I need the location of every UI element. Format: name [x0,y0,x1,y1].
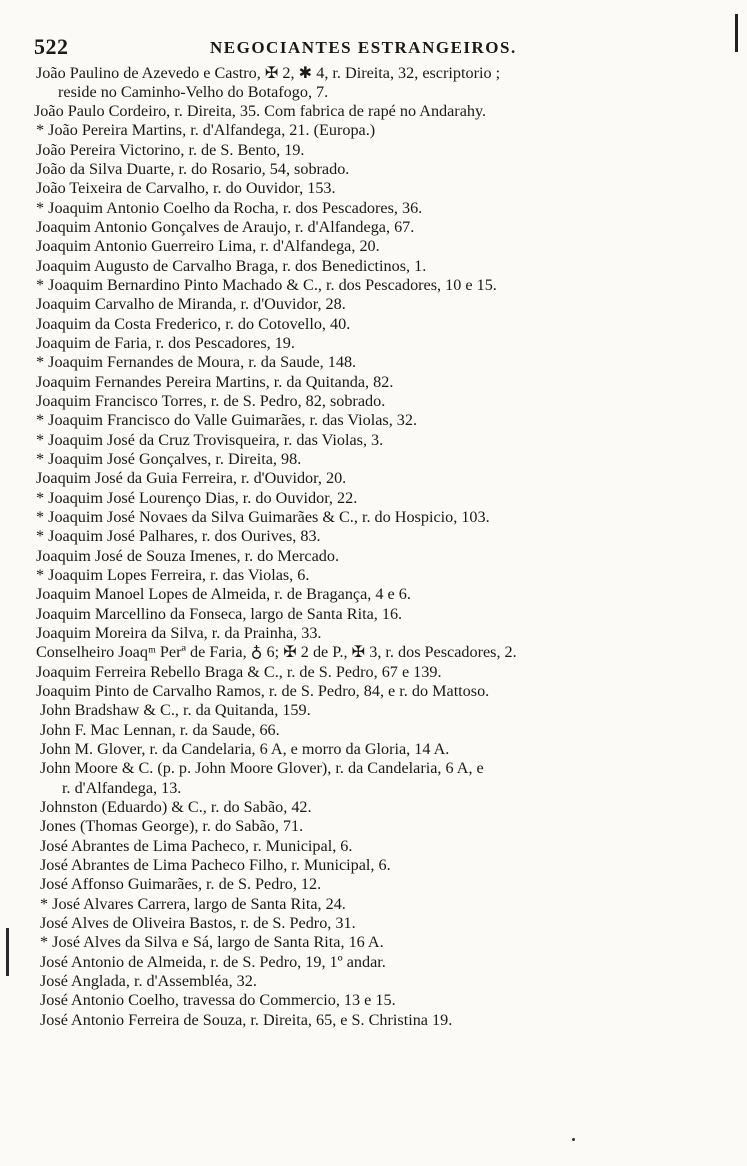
entry-line: * Joaquim Fernandes de Moura, r. da Saude, 148. [36,353,357,371]
entry-line: * José Alves da Silva e Sá, largo de Santa Rita, 16 A. [40,933,384,951]
page-header [34,30,674,60]
entry-line: * Joaquim José Palhares, r. dos Ourives, 83. [36,527,321,545]
entry-line: John M. Glover, r. da Candelaria, 6 A, e morro da Gloria, 14 A. [40,740,450,758]
entry-line: * Joaquim Lopes Ferreira, r. das Violas, 6. [36,566,310,584]
entry-line: * Joaquim Antonio Coelho da Rocha, r. dos Pescadores, 36. [36,199,423,217]
entry-line: Joaquim da Costa Frederico, r. do Cotovello, 40. [36,315,351,333]
entry-line: Joaquim Marcellino da Fonseca, largo de Santa Rita, 16. [36,605,403,623]
entry-line: Joaquim Moreira da Silva, r. da Prainha, 33. [36,624,322,642]
entry-line: * Joaquim José da Cruz Trovisqueira, r. das Violas, 3. [36,431,384,449]
page-edge-mark [735,14,738,52]
entry-line: Joaquim Antonio Gonçalves de Araujo, r. d'Alfandega, 67. [36,218,415,236]
entry-line: reside no Caminho-Velho do Botafogo, 7. [58,83,329,101]
entry-line: Joaquim Fernandes Pereira Martins, r. da Quitanda, 82. [36,373,394,391]
running-title: NEGOCIANTES ESTRANGEIROS. [210,38,517,57]
entry-line: r. d'Alfandega, 13. [62,779,182,797]
entry-line: Joaquim Augusto de Carvalho Braga, r. dos Benedictinos, 1. [36,257,427,275]
entry-line: John Bradshaw & C., r. da Quitanda, 159. [40,701,311,719]
entry-line: João Pereira Victorino, r. de S. Bento, 19. [36,141,305,159]
entry-line: Conselheiro Joaqᵐ Perª de Faria, ♁ 6; ✠ 2 de P., ✠ 3, r. dos Pescadores, 2. [36,643,517,661]
binding-mark [6,928,9,976]
entry-line: * Joaquim Francisco do Valle Guimarães, r. das Violas, 32. [36,411,418,429]
entry-line: João Paulo Cordeiro, r. Direita, 35. Com fabrica de rapé no Andarahy. [34,102,487,120]
entry-line: Joaquim José da Guia Ferreira, r. d'Ouvidor, 20. [36,469,347,487]
entry-line: Joaquim Manoel Lopes de Almeida, r. de Bragança, 4 e 6. [36,585,411,603]
entry-line: Joaquim Ferreira Rebello Braga & C., r. de S. Pedro, 67 e 139. [36,663,442,681]
entry-line: Joaquim José de Souza Imenes, r. do Mercado. [36,547,339,565]
entry-line: * Joaquim Bernardino Pinto Machado & C., r. dos Pescadores, 10 e 15. [36,276,497,294]
entry-line: John Moore & C. (p. p. John Moore Glover), r. da Candelaria, 6 A, e [40,759,484,777]
entry-line: Joaquim Carvalho de Miranda, r. d'Ouvidor, 28. [36,295,346,313]
entry-line: Johnston (Eduardo) & C., r. do Sabão, 42. [40,798,312,816]
entry-line: João Paulino de Azevedo e Castro, ✠ 2, ✱ 4, r. Direita, 32, escriptorio ; [36,64,501,82]
entry-line: Jones (Thomas George), r. do Sabão, 71. [40,817,304,835]
entry-line: José Alves de Oliveira Bastos, r. de S. Pedro, 31. [40,914,356,932]
entry-line: José Affonso Guimarães, r. de S. Pedro, 12. [40,875,322,893]
entry-line: Joaquim Antonio Guerreiro Lima, r. d'Alfandega, 20. [36,237,380,255]
entry-line: * José Alvares Carrera, largo de Santa Rita, 24. [40,895,346,913]
entry-line: José Anglada, r. d'Assembléa, 32. [40,972,257,990]
entry-line: João da Silva Duarte, r. do Rosario, 54, sobrado. [36,160,350,178]
entry-line: José Antonio Coelho, travessa do Commercio, 13 e 15. [40,991,396,1009]
entry-line: Joaquim Francisco Torres, r. de S. Pedro, 82, sobrado. [36,392,386,410]
entry-line: Joaquim Pinto de Carvalho Ramos, r. de S. Pedro, 84, e r. do Mattoso. [36,682,490,700]
entry-line: John F. Mac Lennan, r. da Saude, 66. [40,721,280,739]
entry-line: * Joaquim José Gonçalves, r. Direita, 98. [36,450,302,468]
paper-speck [572,1138,575,1141]
entry-line: João Teixeira de Carvalho, r. do Ouvidor, 153. [36,179,336,197]
entry-line: * Joaquim José Novaes da Silva Guimarães & C., r. do Hospicio, 103. [36,508,490,526]
entry-line: José Antonio de Almeida, r. de S. Pedro, 19, 1º andar. [40,953,386,971]
entry-line: José Antonio Ferreira de Souza, r. Direita, 65, e S. Christina 19. [40,1011,453,1029]
page-number: 522 [34,34,69,59]
entry-line: * Joaquim José Lourenço Dias, r. do Ouvidor, 22. [36,489,358,507]
entry-line: José Abrantes de Lima Pacheco Filho, r. Municipal, 6. [40,856,391,874]
entry-line: Joaquim de Faria, r. dos Pescadores, 19. [36,334,295,352]
entry-line: * João Pereira Martins, r. d'Alfandega, 21. (Europa.) [36,121,376,139]
entry-line: José Abrantes de Lima Pacheco, r. Municipal, 6. [40,837,353,855]
